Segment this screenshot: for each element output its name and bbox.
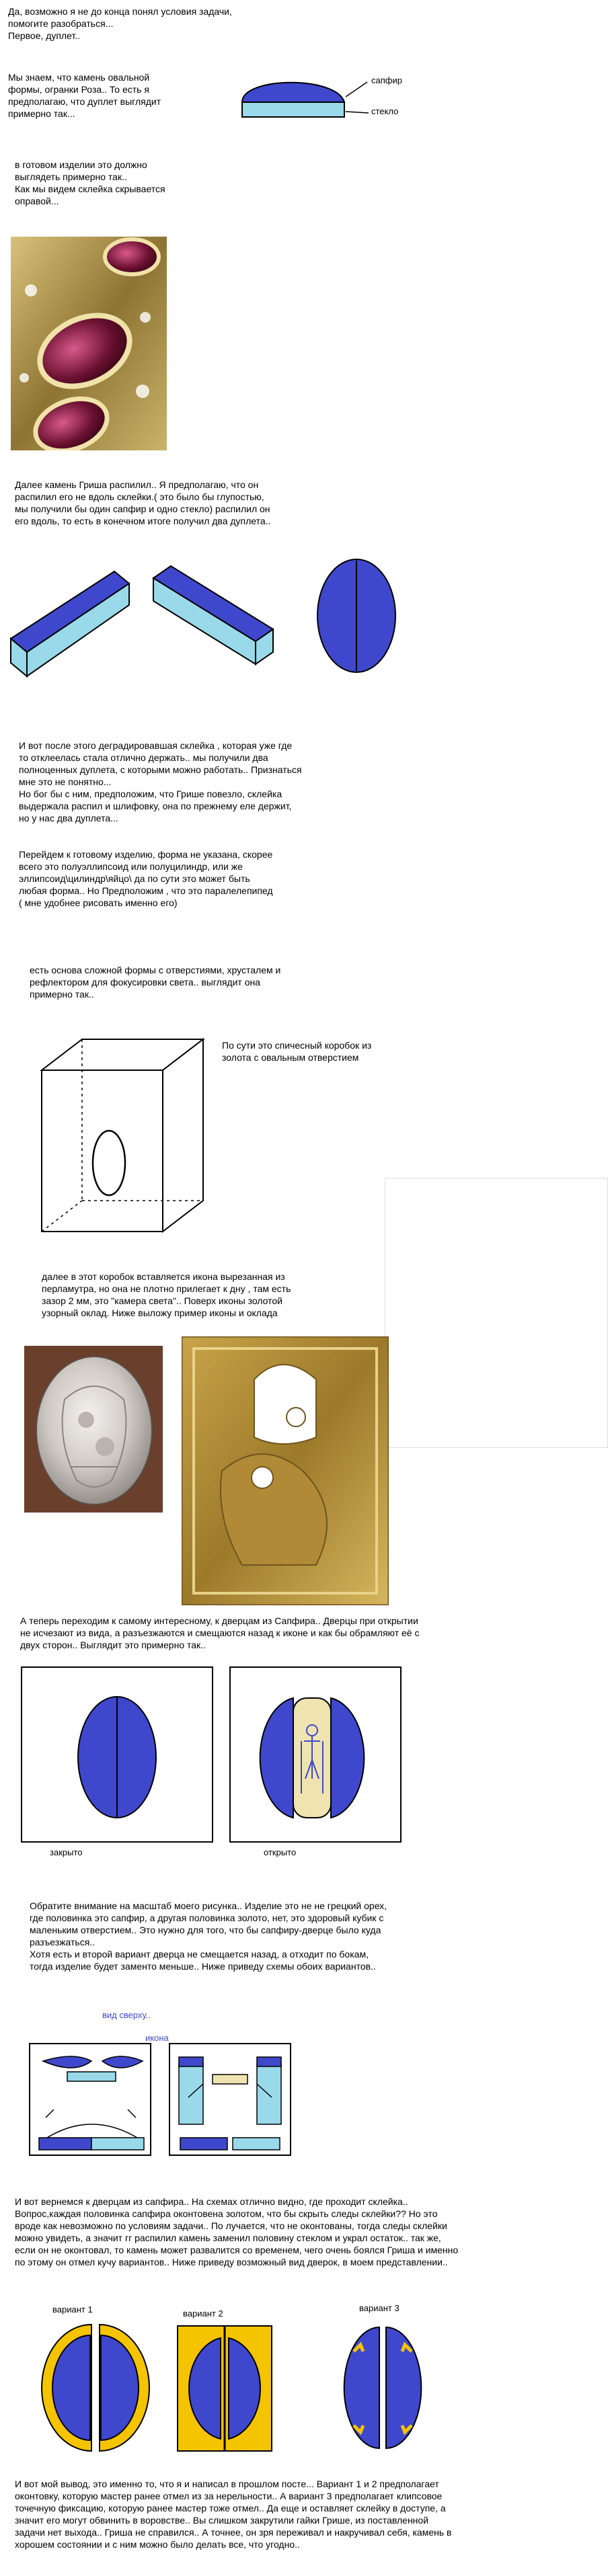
doublet-description: Мы знаем, что камень овальной формы, огранки Роза.. То есть я предполагаю, что дуплет выглядит примерно так... — [8, 72, 161, 119]
shell-icon-photo — [24, 1346, 163, 1513]
label-glass: стекло — [371, 106, 399, 116]
glue-text: И вот после этого деградировавшая склейка , которая уже где то отклеелась стала отлично держать.. мы получили два полноценных дуплета, с которыми можно работать.. Признаться мне это не понятно... Но бог бы с ним, предположим, что Грише повезло, склейка выдержала распил и шлифовку, она по прежнему еле держит, но у нас два дуплета... — [19, 740, 302, 823]
doublet-sketch — [235, 70, 383, 130]
conclusion-text: И вот мой вывод, это именно то, что я и написал в прошлом посте... Вариант 1 и 2 предполагает оконтовку, которую мастер ранее отмел из за нерельности.. А вариант 3 предполагает клипсовое точечную фиксацию, которую ранее мастер тоже отмел.. Да еще и оставляет склейку в доступе, а значит его могут обвинить в воровстве.. Вы слишком закрутили гайки Грише, из поставленной задачи нет выхода.. Гриша не справился.. А точнее, он зря переживал и накручивал себя, камень в хорошем состоянии и с ним можно было делать все, что угодно.. — [15, 2479, 452, 2550]
label-open: открыто — [264, 1847, 297, 1857]
intro-text: Да, возможно я не до конца понял условия задачи, помогите разобраться... Первое, дуплет.. — [8, 6, 232, 41]
door-variants-sketch — [27, 2321, 457, 2455]
matchbox-text: По сути это спичесный коробок из золота с овальным отверстием — [222, 1040, 372, 1063]
shape-text: Перейдем к готовому изделию, форма не указана, скорее всего это полуэллипсоид или полуцилиндр, или же эллипсоид\цилиндр\яйцо\ да по сути это может быть любая форма.. Но Предположим , что это паралелепипед ( мне удобнее рисовать именно его) — [19, 849, 273, 908]
label-variant-1: вариант 1 — [52, 2304, 93, 2315]
finished-item-text: в готовом изделии это должно выглядеть примерно так.. Как мы видем склейка скрывается оправой... — [15, 159, 165, 206]
label-closed: закрыто — [50, 1847, 83, 1857]
closed-door-sketch — [20, 1666, 215, 1845]
open-door-sketch — [229, 1666, 404, 1845]
base-text: есть основа сложной формы с отверстиями, хрусталем и рефлектором для фокусировки света.. выглядит она примерно так.. — [30, 965, 281, 1000]
label-variant-3: вариант 3 — [359, 2303, 400, 2313]
doors-text: А теперь переходим к самому интересному, к дверцам из Сапфира.. Дверцы при открытии не исчезают из вида, а разъезжаются и смещаются назад к иконе и как бы обрамляют её с двух сторон.. Выглядит это примерно так.. — [20, 1615, 420, 1650]
glue-line-text: И вот вернемся к дверцам из сапфира.. На схемах отлично видно, где проходит склейка.. Вопрос,каждая половинка сапфира оконтовена золотом, что бы скрыть следы склейки?? Но это вроде как невозможно по условиям задачи.. По лучается, что не оконтованы, тогда следы склейки можно увидеть, а значит гг распилил камень заменил половину стеклом и украл остаток.. так же, если он не оконтовал, то камень может развалится со временем, чего очень боялся Гриша и именно по этому он отмел кучу вариантов.. Ниже приведу возможный вид дверок, в моем представлении.. — [15, 2196, 459, 2267]
box-sketch — [34, 1035, 215, 1237]
cutting-text: Далее камень Гриша распилил.. Я предполагаю, что он распилил его не вдоль склейки.( это было бы глупостью, мы получили бы один сапфир и одно стекло) распилил он его вдоль, то есть в конечном итоге получил два дуплета.. — [15, 479, 271, 526]
label-variant-2: вариант 2 — [183, 2308, 223, 2319]
ring-photo — [11, 237, 167, 450]
top-view-schemes — [27, 2037, 296, 2171]
label-icon: икона — [145, 2033, 169, 2043]
icon-insert-text: далее в этот коробок вставляется икона вырезанная из перламутра, но она не плотно прилегает к дну , там есть зазор 2 мм, это "камера света".. Поверх иконы золотой узорный оклад. Ниже выложу пример иконы и оклада — [42, 1271, 291, 1318]
cut-doublets-sketch — [7, 558, 404, 679]
label-top-view: вид сверху.. — [102, 2010, 151, 2020]
scale-text: Обратите внимание на масштаб моего рисунка.. Изделие это не не грецкий орех, где половинка это сапфир, а другая половинка золото, нет, это здоровый кубик с маленьким отверстием.. Это нужно для того, что бы сапфиру-дверце было куда разъезжаться.. Хотя есть и второй вариант дверца не смещается назад, а отходит по бокам, тогда изделие будет заменто меньше.. Ниже приведу схемы обоих вариантов.. — [30, 1900, 387, 1972]
gold-oklad-photo — [182, 1336, 389, 1605]
label-sapphire: сапфир — [371, 75, 402, 85]
empty-frame — [385, 1178, 608, 1448]
